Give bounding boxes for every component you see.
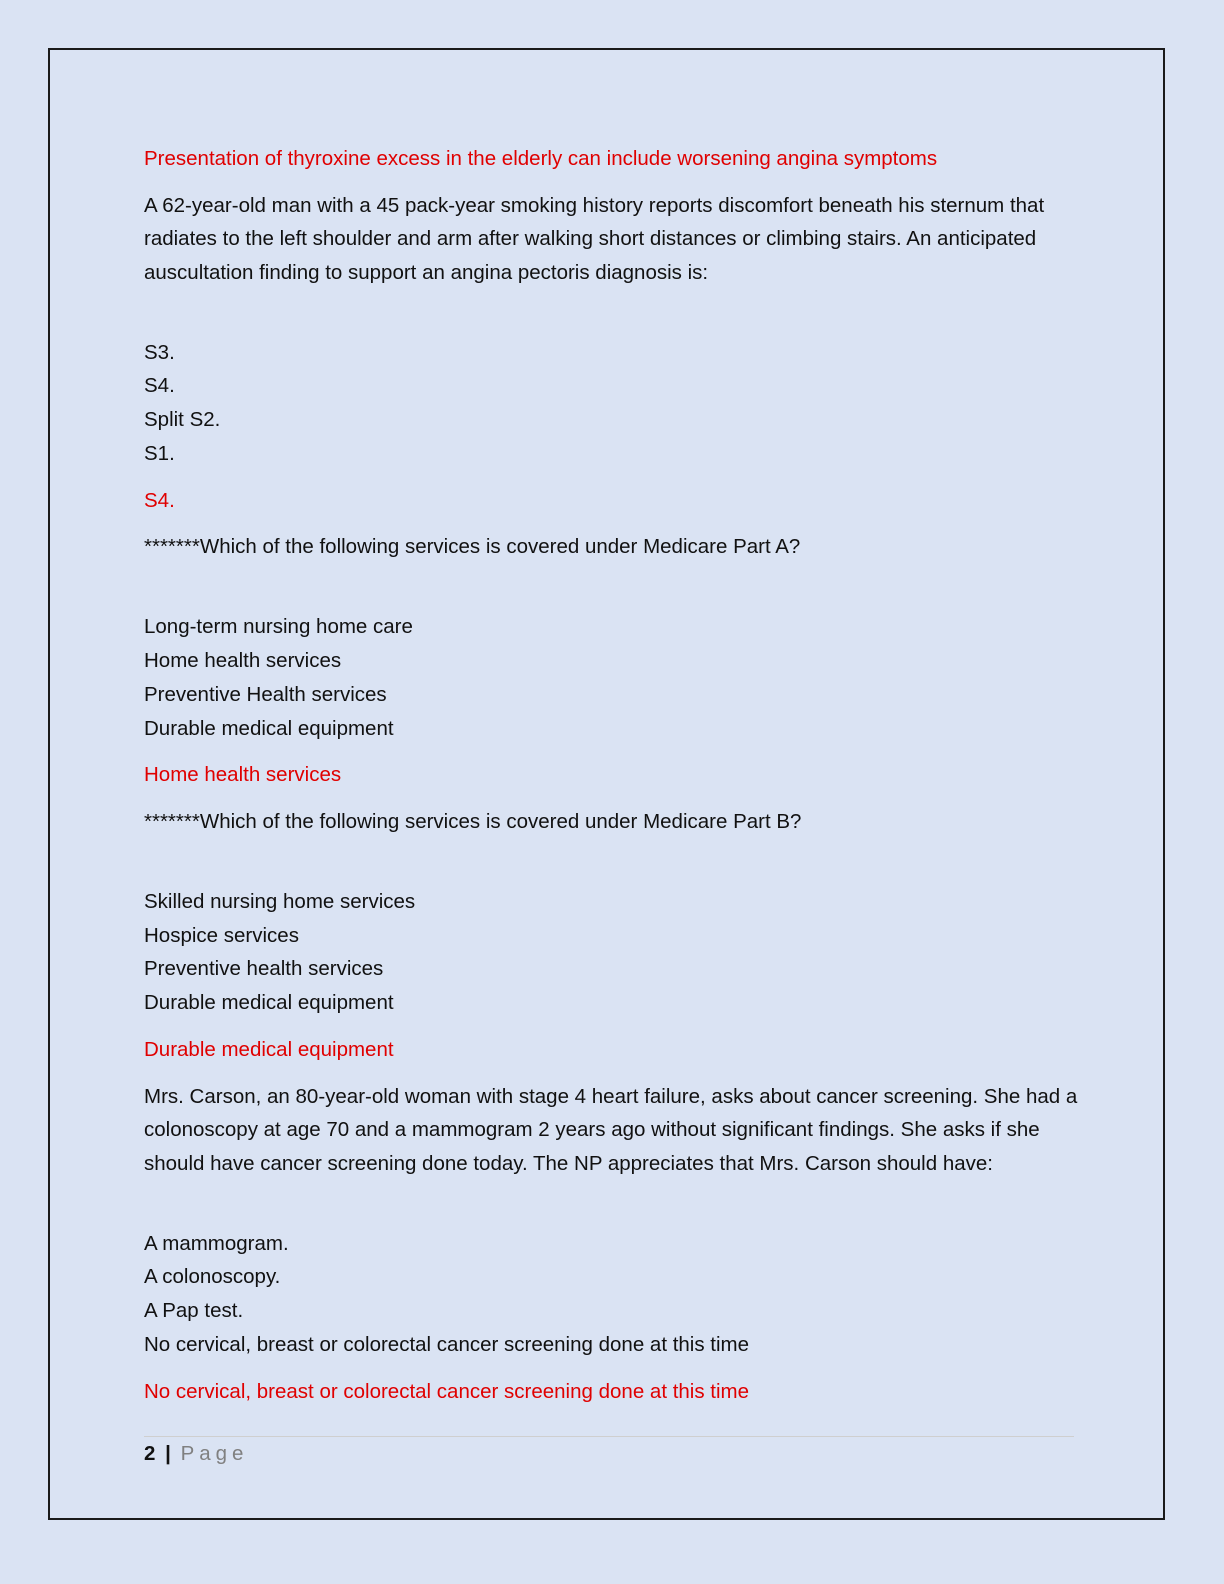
option-list xyxy=(144,336,1079,471)
option-item: S3. xyxy=(144,340,175,364)
option-item: Durable medical equipment xyxy=(144,716,394,740)
footer-separator: | xyxy=(165,1442,171,1465)
option-item: Skilled nursing home services xyxy=(144,889,416,913)
spacer xyxy=(144,302,1079,336)
option-item: A Pap test. xyxy=(144,1299,244,1323)
option-item: Long-term nursing home care xyxy=(144,615,413,639)
answer-text: Durable medical equipment xyxy=(144,1038,394,1062)
answer-text: Presentation of thyroxine excess in the elderly can include worsening angina symptoms xyxy=(144,147,938,170)
footer-divider xyxy=(144,1436,1074,1437)
question-stem: *******Which of the following services is covered under Medicare Part B? xyxy=(144,809,802,833)
question-stem: Mrs. Carson, an 80-year-old woman with stage 4 heart failure, asks about cancer screening. She had a colonoscopy at age 70 and a mammogram 2 years ago without significant findings. She asks if she should have cancer screening done today. The NP appreciates that Mrs. Carson should have: xyxy=(144,1084,1078,1175)
spacer xyxy=(144,577,1079,611)
option-item: Preventive health services xyxy=(144,957,384,981)
option-item: Preventive Health services xyxy=(144,682,387,706)
spacer xyxy=(144,1193,1079,1227)
option-item: S1. xyxy=(144,441,175,465)
question-stem: *******Which of the following services is covered under Medicare Part A? xyxy=(144,535,801,559)
option-item: A mammogram. xyxy=(144,1231,289,1255)
document-body xyxy=(144,142,1079,1421)
page-label: Page xyxy=(180,1442,249,1465)
option-list xyxy=(144,610,1079,745)
option-item: Durable medical equipment xyxy=(144,991,394,1015)
option-item: No cervical, breast or colorectal cancer screening done at this time xyxy=(144,1332,750,1356)
option-item: Home health services xyxy=(144,648,342,672)
answer-text: No cervical, breast or colorectal cancer screening done at this time xyxy=(144,1379,750,1403)
answer-text: S4. xyxy=(144,488,175,512)
option-item: A colonoscopy. xyxy=(144,1265,281,1289)
question-stem: A 62-year-old man with a 45 pack-year smoking history reports discomfort beneath his sternum that radiates to the left shoulder and arm after walking short distances or climbing stairs. An anticipated auscultation finding to support an angina pectoris diagnosis is: xyxy=(144,193,1045,284)
option-list xyxy=(144,1227,1079,1362)
option-item: Hospice services xyxy=(144,923,299,947)
option-item: Split S2. xyxy=(144,408,221,432)
option-item: S4. xyxy=(144,374,175,398)
answer-text: Home health services xyxy=(144,763,342,787)
option-list xyxy=(144,885,1079,1020)
page-footer xyxy=(144,1441,248,1467)
page-number: 2 xyxy=(144,1442,156,1465)
spacer xyxy=(144,851,1079,885)
